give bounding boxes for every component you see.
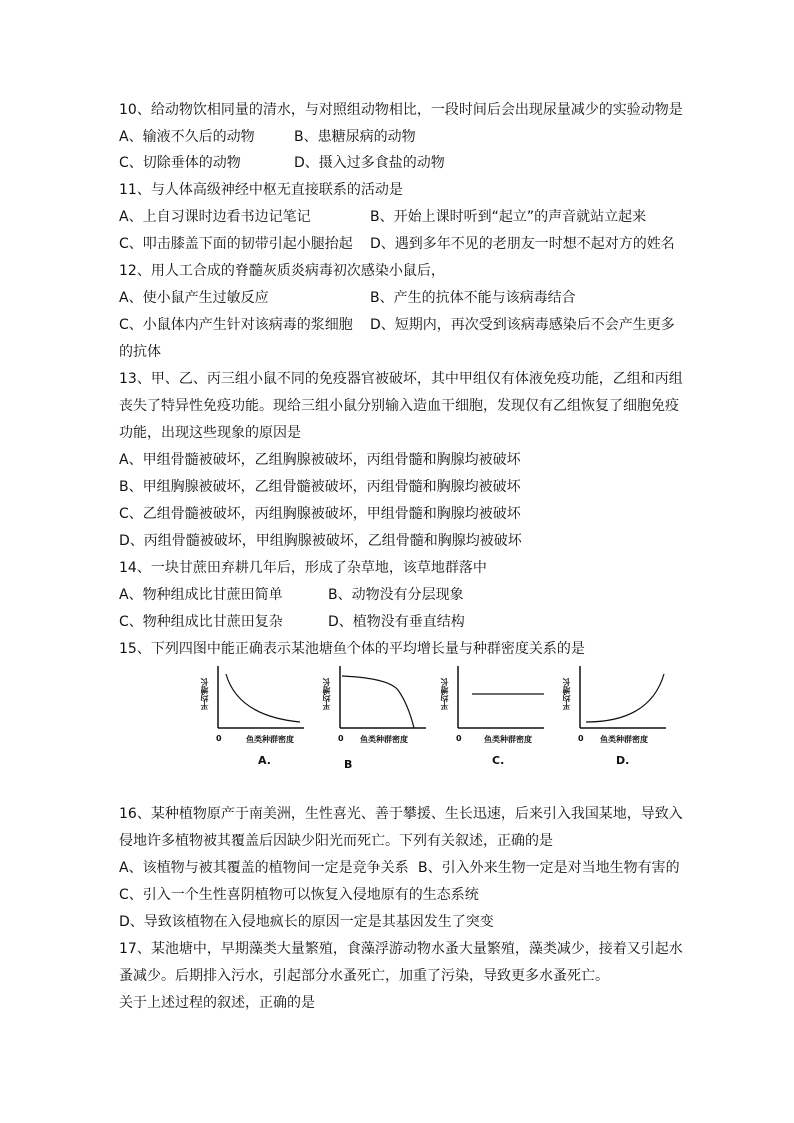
q16-stem-line1: 16、某种植物原产于南美洲，生性喜光、善于攀援、生长迅速，后来引入我国某地，导致入 (119, 806, 683, 822)
graph-b-y-label: 平均增长 (322, 678, 331, 710)
graph-a-origin: 0 (216, 734, 222, 743)
q12-option-d-continued: 的抗体 (119, 344, 161, 360)
graph-a-label: A. (258, 754, 271, 767)
q12-option-d: D、短期内，再次受到该病毒感染后不会产生更多 (370, 317, 675, 333)
q16-stem-line2: 侵地许多植物被其覆盖后因缺少阳光而死亡。下列有关叙述，正确的是 (119, 833, 553, 849)
q11-option-c: C、叩击膝盖下面的韧带引起小腿抬起 (119, 236, 353, 252)
q16-option-a: A、该植物与被其覆盖的植物间一定是竞争关系 (119, 860, 409, 876)
q14-option-a: A、物种组成比甘蔗田简单 (119, 587, 283, 603)
graph-c-label: C. (492, 754, 505, 767)
graph-b-curve (342, 676, 414, 728)
q10-option-a: A、输液不久后的动物 (119, 129, 255, 145)
q17-stem-line3: 关于上述过程的叙述，正确的是 (119, 995, 315, 1011)
graph-d-origin: 0 (578, 734, 584, 743)
graph-b-axes (318, 664, 436, 776)
q10-stem: 10、给动物饮相同量的清水，与对照组动物相比，一段时间后会出现尿量减少的实验动物是 (119, 102, 683, 118)
q16-option-d: D、导致该植物在入侵地疯长的原因一定是其基因发生了突变 (119, 914, 494, 930)
q15-graph-c (436, 664, 554, 776)
graph-d-label: D. (616, 754, 630, 767)
q13-stem-line2: 丧失了特异性免疫功能。现给三组小鼠分别输入造血干细胞，发现仅有乙组恢复了细胞免疫 (119, 398, 679, 414)
q14-option-c: C、物种组成比甘蔗田复杂 (119, 614, 283, 630)
graph-c-x-label: 鱼类种群密度 (484, 735, 532, 744)
q13-stem-line1: 13、甲、乙、丙三组小鼠不同的免疫器官被破坏，其中甲组仅有体液免疫功能，乙组和丙组 (119, 371, 683, 387)
graph-b-x-label: 鱼类种群密度 (360, 735, 408, 744)
q14-option-d: D、植物没有垂直结构 (328, 614, 465, 630)
q15-graph-d (558, 664, 676, 776)
q10-option-b: B、患糖尿病的动物 (294, 129, 416, 145)
q13-option-d: D、丙组骨髓被破坏，甲组胸腺被破坏，乙组骨髓和胸腺均被破坏 (119, 533, 522, 549)
q11-stem: 11、与人体高级神经中枢无直接联系的活动是 (119, 182, 403, 198)
graph-d-curve (586, 674, 664, 722)
q17-stem-line1: 17、某池塘中，早期藻类大量繁殖，食藻浮游动物水蚤大量繁殖，藻类减少，接着又引起水 (119, 941, 683, 957)
q16-option-c: C、引入一个生性喜阴植物可以恢复入侵地原有的生态系统 (119, 887, 479, 903)
graph-a-x-label: 鱼类种群密度 (246, 735, 294, 744)
graph-c-y-label: 平均增长 (440, 678, 449, 710)
q10-option-c: C、切除垂体的动物 (119, 155, 241, 171)
graph-a-y-label: 平均增长 (200, 678, 209, 710)
q16-option-b: B、引入外来生物一定是对当地生物有害的 (418, 860, 680, 876)
graph-a-axes (196, 664, 314, 776)
q10-option-d: D、摄入过多食盐的动物 (294, 155, 445, 171)
graph-d-x-label: 鱼类种群密度 (600, 735, 648, 744)
graph-b-label: B (344, 758, 353, 771)
q14-option-b: B、动物没有分层现象 (328, 587, 464, 603)
q12-option-c: C、小鼠体内产生针对该病毒的浆细胞 (119, 317, 353, 333)
q15-graph-b (318, 664, 436, 776)
q12-option-b: B、产生的抗体不能与该病毒结合 (370, 290, 576, 306)
q13-option-a: A、甲组骨髓被破坏，乙组胸腺被破坏，丙组骨髓和胸腺均被破坏 (119, 452, 521, 468)
q12-option-a: A、使小鼠产生过敏反应 (119, 290, 269, 306)
q12-stem: 12、用人工合成的脊髓灰质炎病毒初次感染小鼠后， (119, 263, 445, 279)
graph-d-y-label: 平均增长 (562, 678, 571, 710)
q15-stem: 15、下列四图中能正确表示某池塘鱼个体的平均增长量与种群密度关系的是 (119, 641, 585, 657)
graph-c-origin: 0 (456, 734, 462, 743)
graph-a-curve (226, 674, 300, 722)
q13-stem-line3: 功能，出现这些现象的原因是 (119, 425, 301, 441)
q11-option-a: A、上自习课时边看书边记笔记 (119, 209, 311, 225)
graph-b-origin: 0 (338, 734, 344, 743)
q15-graph-a (196, 664, 314, 776)
q13-option-c: C、乙组骨髓被破坏，丙组胸腺被破坏，甲组骨髓和胸腺均被破坏 (119, 506, 521, 522)
q14-stem: 14、一块甘蔗田弃耕几年后，形成了杂草地，该草地群落中 (119, 560, 487, 576)
q13-option-b: B、甲组胸腺被破坏，乙组骨髓被破坏，丙组骨髓和胸腺均被破坏 (119, 479, 521, 495)
q15-graphs (196, 664, 676, 776)
q11-option-b: B、开始上课时听到“起立”的声音就站立起来 (370, 209, 647, 225)
q11-option-d: D、遇到多年不见的老朋友一时想不起对方的姓名 (370, 236, 675, 252)
q17-stem-line2: 蚤减少。后期排入污水，引起部分水蚤死亡，加重了污染，导致更多水蚤死亡。 (119, 968, 609, 984)
